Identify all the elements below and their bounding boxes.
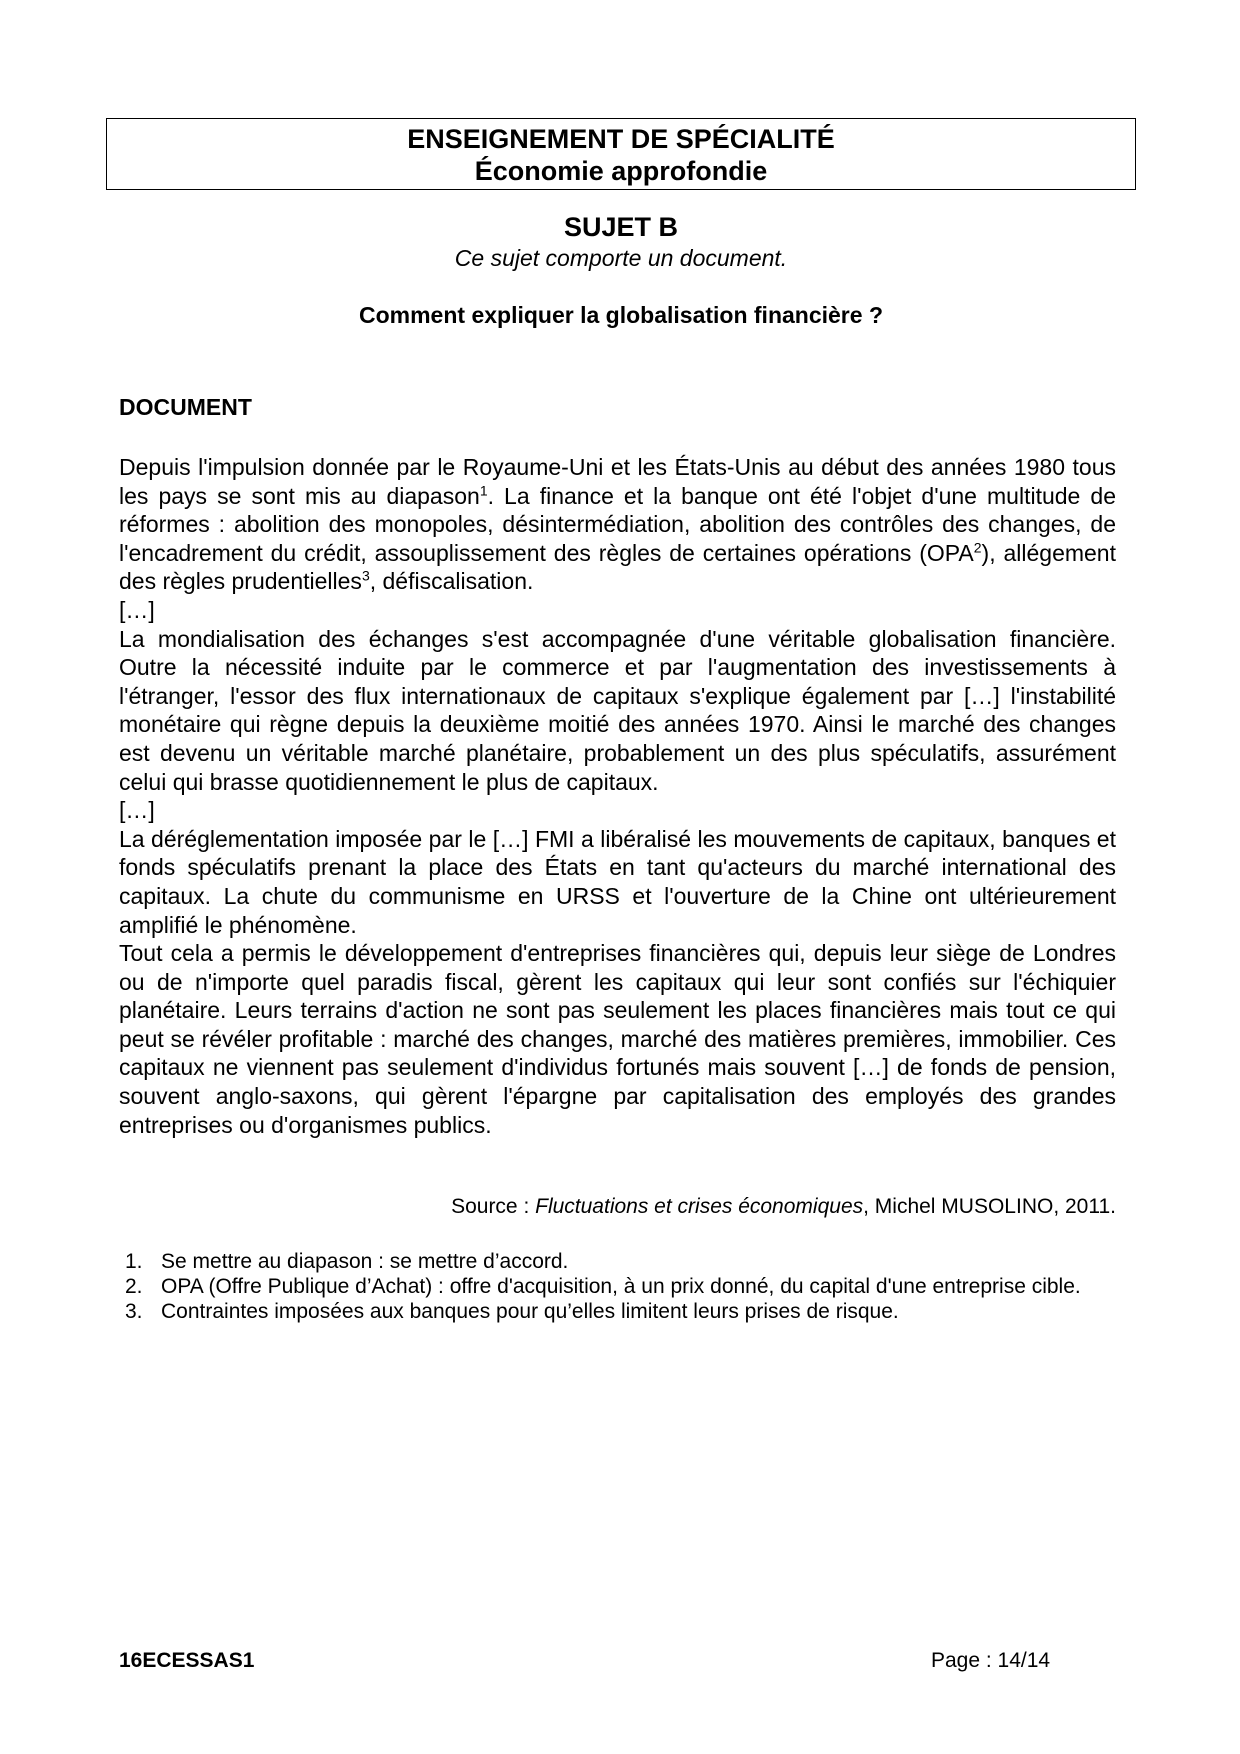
p1-text-a: Depuis l'impulsion donnée par le Royaume-Uni et les États-Unis au début des années 1980 tous les pays se sont mis au diapason [119,454,1116,509]
ellipsis-1: […] [119,596,155,623]
footnote-ref-3: 3 [361,567,370,584]
footnote-number: 1. [125,1250,143,1273]
ellipsis-2: […] [119,797,155,824]
source-title: Fluctuations et crises économiques [535,1195,864,1218]
question-title: Comment expliquer la globalisation financière ? [359,302,883,328]
subject-label: SUJET B [563,212,679,242]
footnote-item [119,1274,1116,1299]
footnote-ref-1: 1 [479,481,488,498]
header-box [106,118,1136,190]
footnote-text: Se mettre au diapason : se mettre d’accord. [161,1250,569,1273]
footer-code: 16ECESSAS1 [119,1649,255,1672]
footnote-ref-2: 2 [973,539,982,556]
document-paragraph-4: Tout cela a permis le développement d'entreprises financières qui, depuis leur siège de Londres ou de n'importe quel paradis fiscal, gèrent les capitaux qui leur sont confiés sur l'échiquier planétaire. Leurs terrains d'action ne sont pas seulement les places financières mais tout ce qui peut se révéler profitable : marché des changes, marché des matières premières, immobilier. Ces capitaux ne viennent pas seulement d'individus fortunés mais souvent […] de fonds de pension, souvent anglo-saxons, qui gèrent l'épargne par capitalisation des employés des grandes entreprises ou d'organismes publics. [119,940,1116,1138]
footnote-text: OPA (Offre Publique d’Achat) : offre d'acquisition, à un prix donné, du capital d'une entreprise cible. [161,1275,1081,1298]
header-title: ENSEIGNEMENT DE SPÉCIALITÉ [407,124,835,154]
footnote-number: 2. [125,1275,143,1298]
document-heading: DOCUMENT [119,394,252,420]
footnote-number: 3. [125,1300,143,1323]
document-body [119,453,1116,1139]
document-paragraph-2: La mondialisation des échanges s'est accompagnée d'une véritable globalisation financière. Outre la nécessité induite par le commerce et par l'augmentation des investissements à l'étranger, l'essor des flux internationaux de capitaux s'explique également par […] l'instabilité monétaire qui règne depuis la deuxième moitié des années 1970. Ainsi le marché des changes est devenu un véritable marché planétaire, probablement un des plus spéculatifs, assurément celui qui brasse quotidiennement le plus de capitaux. [119,625,1116,795]
source-citation [451,1194,1116,1220]
subject-note: Ce sujet comporte un document. [454,245,788,271]
p1-text-b: . La finance et la banque ont été l'objet d'une multitude de réformes : abolition des monopoles, désintermédiation, abolition des contrôles des changes, de l'encadrement du crédit, assouplissement des règles de certaines opérations (OPA [119,482,1116,566]
footnote-item [119,1299,1116,1324]
footnote-text: Contraintes imposées aux banques pour qu’elles limitent leurs prises de risque. [161,1300,899,1323]
source-suffix: , Michel MUSOLINO, 2011. [863,1195,1116,1218]
document-paragraph-1 [119,453,1116,596]
p1-text-d: , défiscalisation. [369,568,534,595]
footnote-item [119,1249,1116,1274]
page-number: Page : 14/14 [931,1649,1051,1672]
footnotes-list [119,1249,1116,1324]
header-subtitle: Économie approfondie [474,156,768,186]
document-paragraph-3: La déréglementation imposée par le […] FMI a libéralisé les mouvements de capitaux, banques et fonds spéculatifs prenant la place des États en tant qu'acteurs du marché international des capitaux. La chute du communisme en URSS et l'ouverture de la Chine ont ultérieurement amplifié le phénomène. [119,825,1116,938]
p1-text-c: ), allégement des règles prudentielles [119,539,1116,595]
source-prefix: Source : [451,1195,536,1218]
